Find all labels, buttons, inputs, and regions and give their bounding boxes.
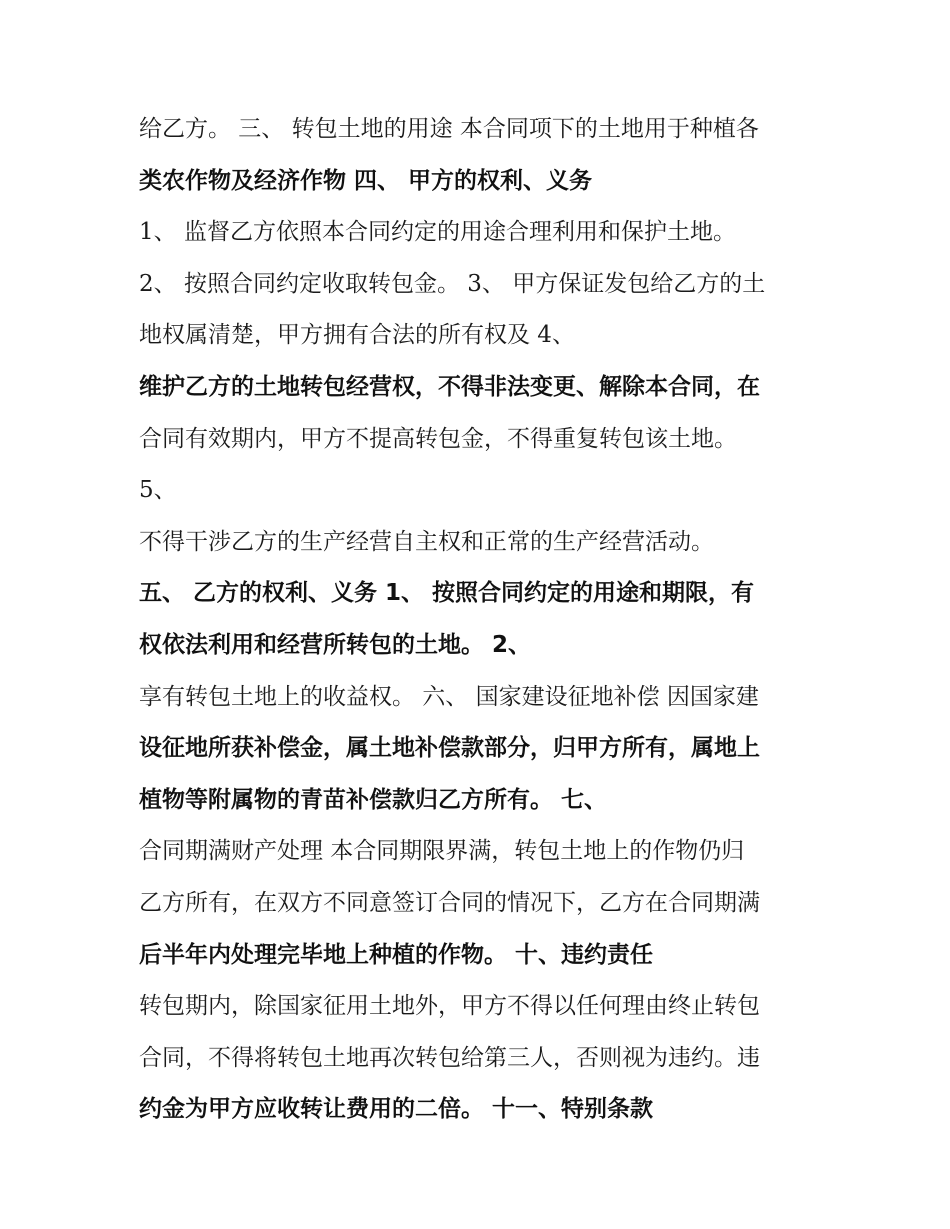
text-line: 给乙方。 三、 转包土地的用途 本合同项下的土地用于种植各 [139, 116, 759, 142]
text-line: 转包期内，除国家征用土地外，甲方不得以任何理由终止转包 [139, 993, 760, 1020]
text-line: 1、 监督乙方依照本合同约定的用途合理利用和保护土地。 [139, 219, 736, 246]
text-line: 类农作物及经济作物 四、 甲方的权利、义务 [139, 167, 593, 194]
text-line: 设征地所获补偿金，属土地补偿款部分，归甲方所有，属地上 [139, 735, 760, 762]
text-line: 权依法利用和经营所转包的土地。 2、 [139, 631, 532, 658]
text-line: 合同，不得将转包土地再次转包给第三人，否则视为违约。违 [139, 1044, 760, 1071]
text-line: 乙方所有，在双方不同意签订合同的情况下，乙方在合同期满 [139, 889, 760, 916]
text-line: 植物等附属物的青苗补偿款归乙方所有。 七、 [139, 786, 608, 813]
document-body [139, 104, 819, 1136]
text-line: 不得干涉乙方的生产经营自主权和正常的生产经营活动。 [139, 528, 714, 555]
text-line: 5、 [139, 477, 177, 504]
text-line: 维护乙方的土地转包经营权，不得非法变更、解除本合同，在 [139, 373, 760, 400]
text-line: 地权属清楚，甲方拥有合法的所有权及 4、 [139, 322, 575, 349]
text-line: 五、 乙方的权利、义务 1、 按照合同约定的用途和期限，有 [139, 580, 755, 607]
text-line: 享有转包土地上的收益权。 六、 国家建设征地补偿 因国家建 [139, 683, 759, 710]
text-line: 后半年内处理完毕地上种植的作物。 十、违约责任 [139, 941, 654, 968]
text-line: 2、 按照合同约定收取转包金。 3、 甲方保证发包给乙方的土 [139, 270, 766, 297]
text-line: 合同有效期内，甲方不提高转包金，不得重复转包该土地。 [139, 425, 737, 452]
text-line: 合同期满财产处理 本合同期限界满，转包土地上的作物仍归 [139, 838, 745, 865]
text-line: 约金为甲方应收转让费用的二倍。 十一、特别条款 [139, 1096, 654, 1123]
